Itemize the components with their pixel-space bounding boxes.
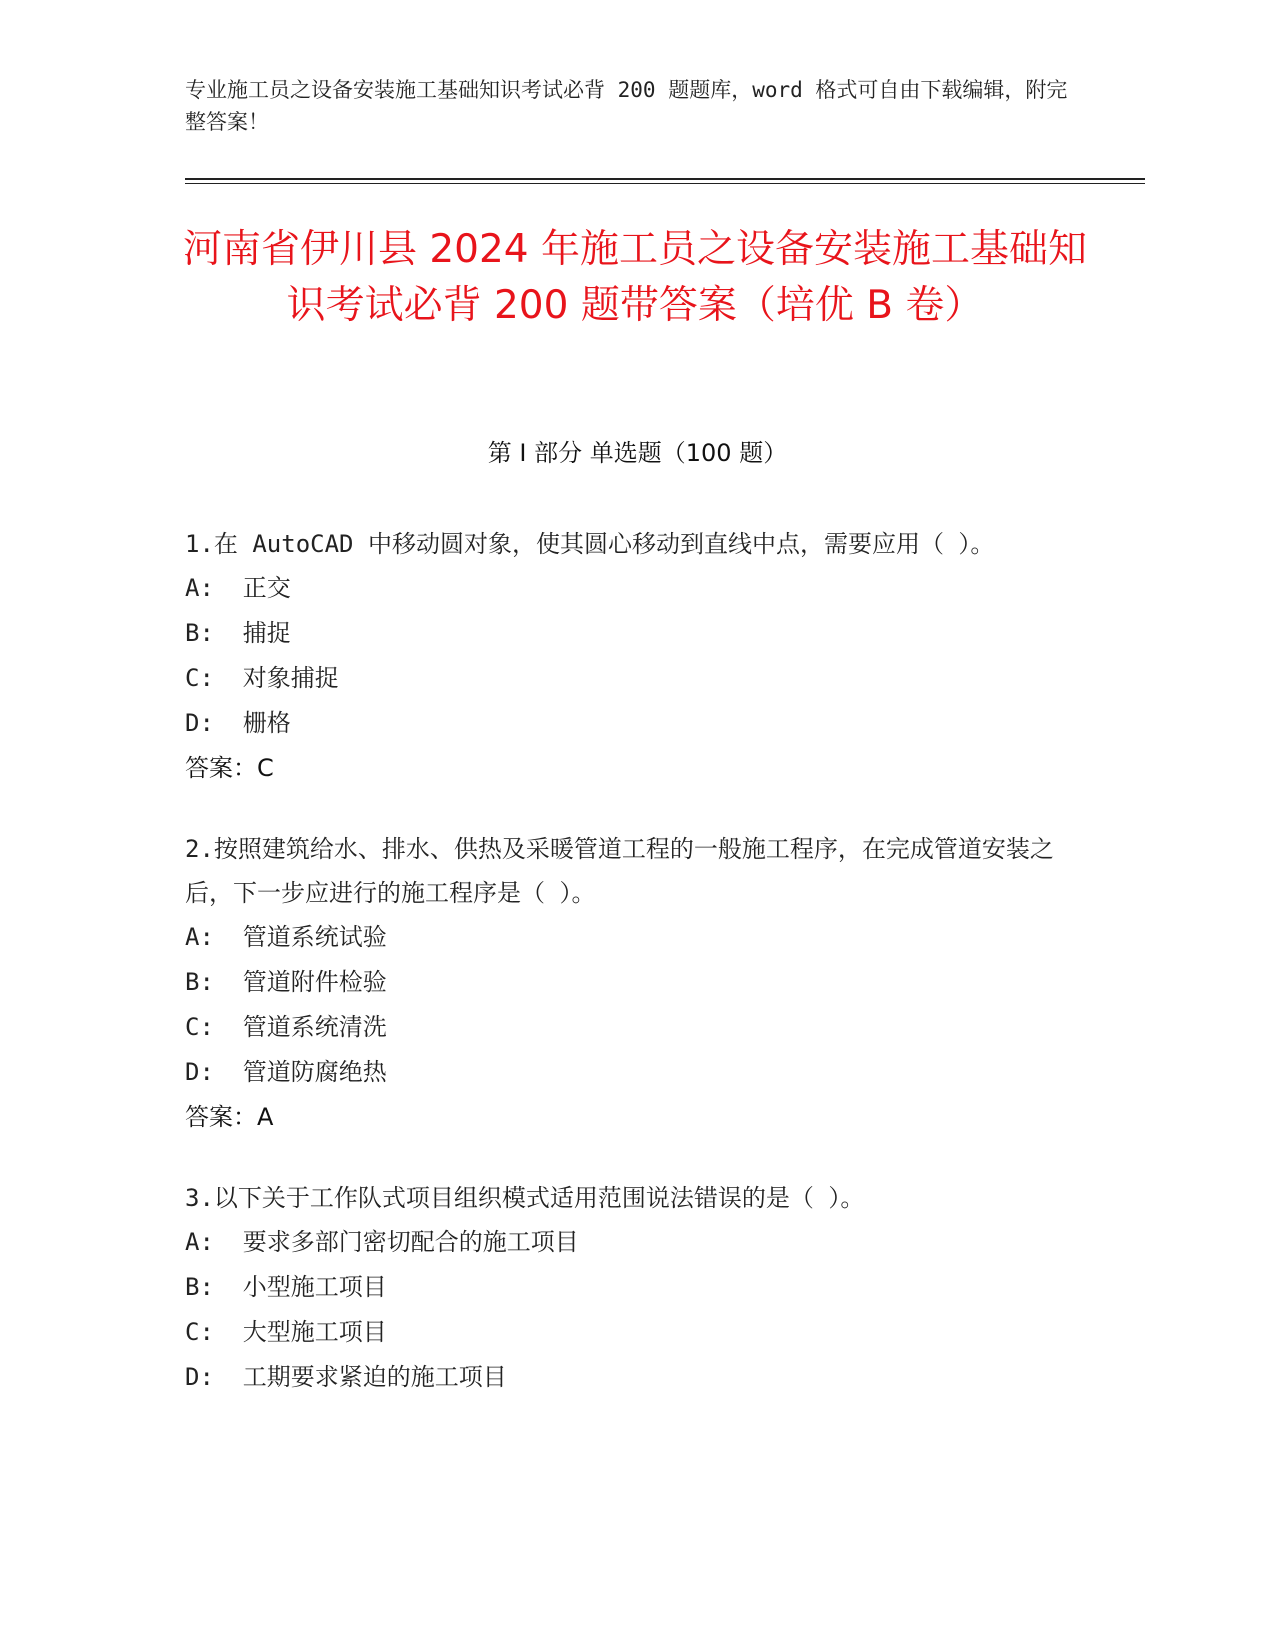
header-divider (185, 178, 1145, 180)
question-stem: 3.以下关于工作队式项目组织模式适用范围说法错误的是（ ）。 (185, 1184, 865, 1212)
option-d: D: 栅格 (185, 709, 291, 737)
answer-line: 答案：A (185, 1103, 274, 1131)
question-list (185, 522, 1055, 1436)
question-stem: 2.按照建筑给水、排水、供热及采暖管道工程的一般施工程序，在完成管道安装之后，下一步应进行的施工程序是（ ）。 (185, 835, 1054, 907)
option-c: C: 管道系统清洗 (185, 1013, 387, 1041)
document-title: 河南省伊川县 2024 年施工员之设备安装施工基础知识考试必背 200 题带答案（培优 B 卷） (182, 227, 1088, 328)
option-b: B: 管道附件检验 (185, 968, 387, 996)
option-a: A: 要求多部门密切配合的施工项目 (185, 1228, 579, 1256)
option-c: C: 对象捕捉 (185, 664, 339, 692)
option-d: D: 管道防腐绝热 (185, 1058, 387, 1086)
option-b: B: 捕捉 (185, 619, 291, 647)
option-a: A: 正交 (185, 574, 291, 602)
option-d: D: 工期要求紧迫的施工项目 (185, 1363, 507, 1391)
question-item (185, 522, 1055, 791)
header-note: 专业施工员之设备安装施工基础知识考试必背 200 题题库，word 格式可自由下载编辑，附完整答案！ (185, 78, 1068, 134)
question-stem: 1.在 AutoCAD 中移动圆对象，使其圆心移动到直线中点，需要应用（ ）。 (185, 530, 995, 558)
header-divider-thin (185, 183, 1145, 184)
answer-line: 答案：C (185, 754, 274, 782)
option-c: C: 大型施工项目 (185, 1318, 387, 1346)
option-a: A: 管道系统试验 (185, 923, 387, 951)
question-item (185, 1176, 1055, 1400)
option-b: B: 小型施工项目 (185, 1273, 387, 1301)
section-title: 第 I 部分 单选题（100 题） (487, 439, 788, 467)
question-item (185, 827, 1055, 1140)
